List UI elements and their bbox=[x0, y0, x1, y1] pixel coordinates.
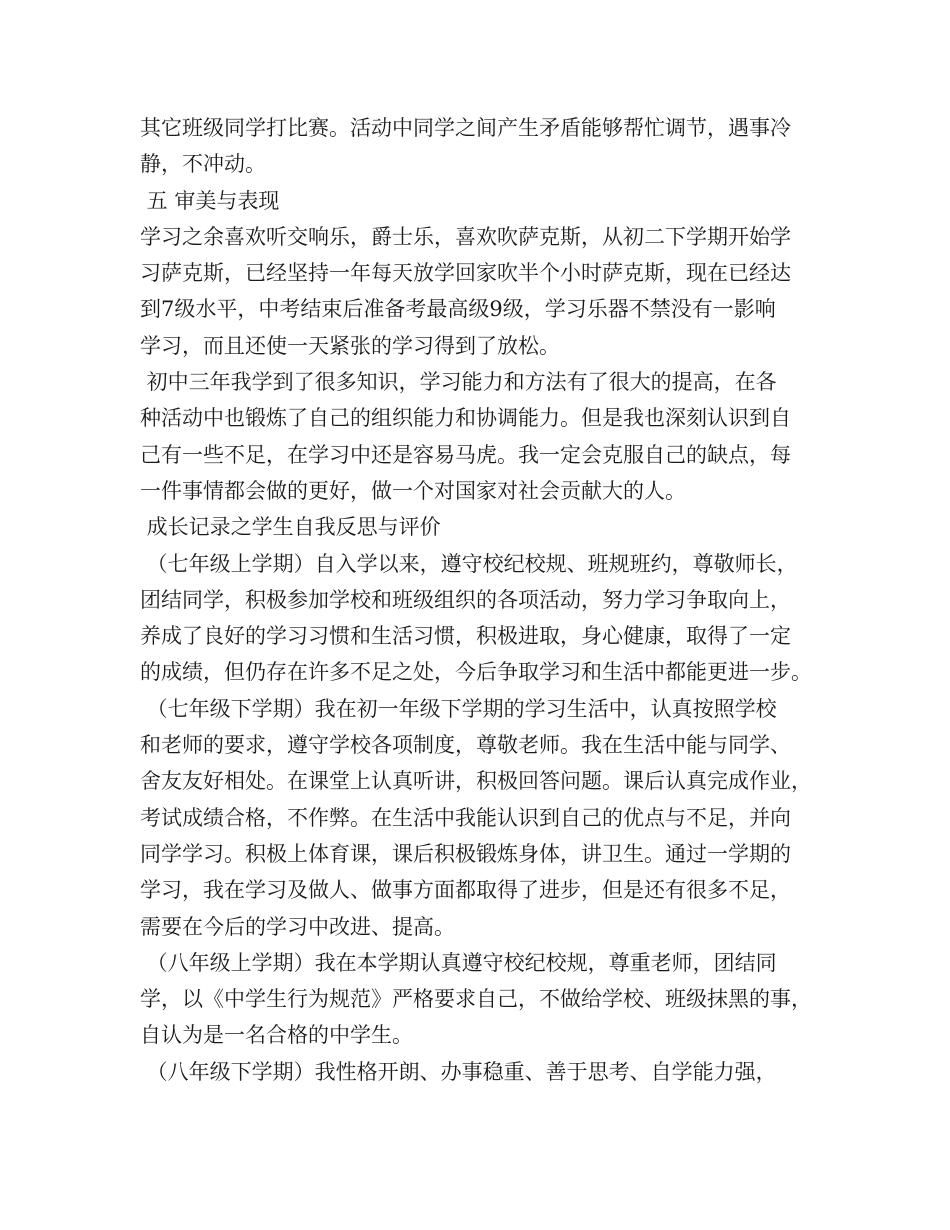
text-line: 习萨克斯，已经坚持一年每天放学回家吹半个小时萨克斯，现在已经达 bbox=[140, 261, 791, 286]
text-line: 种活动中也锻炼了自己的组织能力和协调能力。但是我也深刻认识到自 bbox=[140, 406, 791, 431]
text-line: 团结同学，积极参加学校和班级组织的各项活动，努力学习争取向上， bbox=[140, 587, 791, 612]
text-line: 和老师的要求，遵守学校各项制度，尊敬老师。我在生活中能与同学、 bbox=[140, 733, 791, 758]
text-line: （七年级上学期）自入学以来，遵守校纪校规、班规班约，尊敬师长， bbox=[140, 551, 798, 576]
text-line: 考试成绩合格，不作弊。在生活中我能认识到自己的优点与不足，并向 bbox=[140, 805, 791, 830]
text-line: 养成了良好的学习习惯和生活习惯，积极进取，身心健康，取得了一定 bbox=[140, 624, 791, 649]
text-line: 静，不冲动。 bbox=[140, 152, 266, 177]
text-line: 初中三年我学到了很多知识，学习能力和方法有了很大的提高，在各 bbox=[140, 370, 777, 395]
text-line: （八年级上学期）我在本学期认真遵守校纪校规，尊重老师，团结同 bbox=[140, 950, 777, 975]
text-line: （八年级下学期）我性格开朗、办事稳重、善于思考、自学能力强， bbox=[140, 1059, 777, 1084]
text-line: 舍友友好相处。在课堂上认真听讲，积极回答问题。课后认真完成作业， bbox=[140, 769, 812, 794]
text-line: 同学学习。积极上体育课，课后积极锻炼身体，讲卫生。通过一学期的 bbox=[140, 841, 791, 866]
text-line: 其它班级同学打比赛。活动中同学之间产生矛盾能够帮忙调节，遇事冷 bbox=[140, 116, 791, 140]
text-line: 需要在今后的学习中改进、提高。 bbox=[140, 914, 455, 939]
text-line: 学习，我在学习及做人、做事方面都取得了进步，但是还有很多不足， bbox=[140, 878, 791, 903]
text-line: 自认为是一名合格的中学生。 bbox=[140, 1023, 413, 1048]
text-line: 一件事情都会做的更好，做一个对国家对社会贡献大的人。 bbox=[140, 478, 686, 503]
section-heading: 成长记录之学生自我反思与评价 bbox=[140, 515, 441, 540]
text-line: 学习，而且还使一天紧张的学习得到了放松。 bbox=[140, 333, 560, 358]
document-body bbox=[140, 110, 820, 1090]
text-line: 己有一些不足，在学习中还是容易马虎。我一定会克服自己的缺点，每 bbox=[140, 442, 791, 467]
text-line: 学，以《中学生行为规范》严格要求自己，不做给学校、班级抹黑的事， bbox=[140, 987, 812, 1012]
section-heading: 五 审美与表现 bbox=[140, 188, 280, 213]
text-line: 到7级水平，中考结束后准备考最高级9级，学习乐器不禁没有一影响 bbox=[140, 297, 776, 322]
text-line: 学习之余喜欢听交响乐，爵士乐，喜欢吹萨克斯，从初二下学期开始学 bbox=[140, 224, 791, 249]
text-line: （七年级下学期）我在初一年级下学期的学习生活中，认真按照学校 bbox=[140, 696, 777, 721]
text-line: 的成绩，但仍存在许多不足之处，今后争取学习和生活中都能更进一步。 bbox=[140, 660, 812, 685]
